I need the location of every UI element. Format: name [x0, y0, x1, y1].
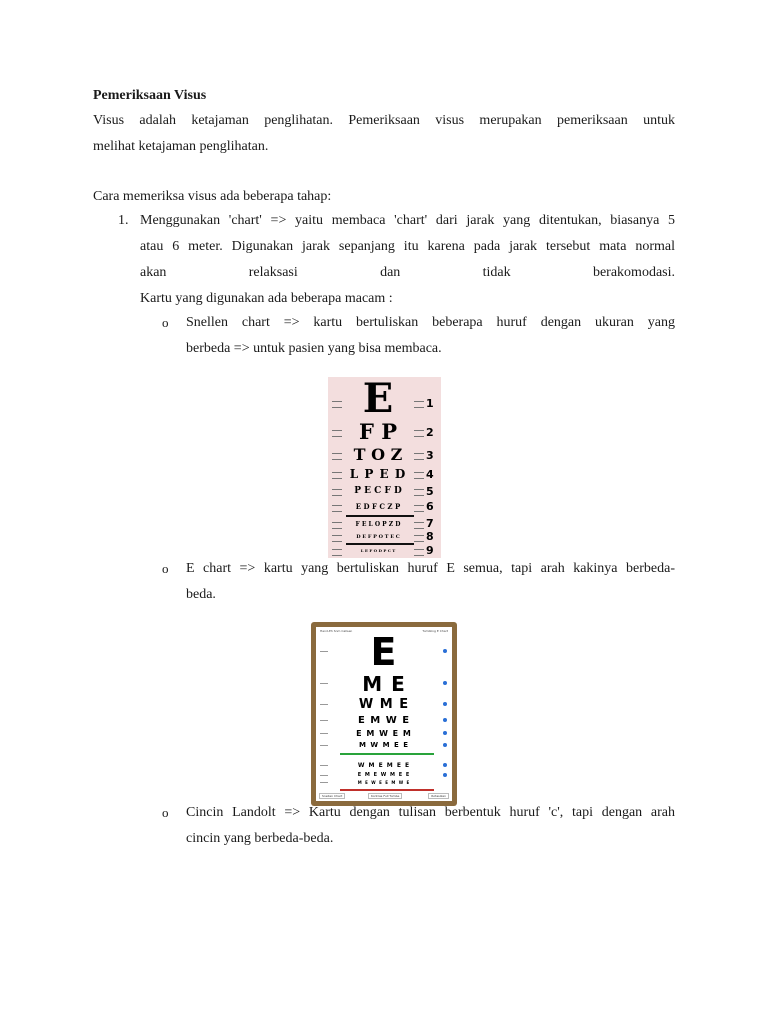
e-chart-header-right: Tumbling E Chart	[422, 629, 448, 633]
snellen-letters: E	[362, 377, 394, 422]
snellen-row	[328, 377, 441, 422]
intro-line-1: Visus adalah ketajaman penglihatan. Pemeriksaan visus merupakan pemeriksaan untuk	[93, 113, 675, 128]
e-chart-row-marker	[443, 718, 447, 722]
snellen-description	[186, 310, 675, 362]
snellen-line-number: 1	[426, 397, 434, 410]
snellen-letters: E D F C Z P	[355, 502, 401, 511]
snellen-row-label	[414, 549, 424, 556]
snellen-row	[328, 484, 441, 499]
intro-line-2: melihat ketajaman penglihatan.	[93, 139, 269, 154]
snellen-row	[328, 421, 441, 443]
document-heading: Pemeriksaan Visus	[93, 88, 207, 103]
e-chart-row-marker	[443, 743, 447, 747]
snellen-line-number: 2	[426, 426, 434, 439]
snellen-row-label	[414, 522, 424, 529]
e-chart-row: M W M E E	[359, 741, 409, 749]
snellen-row	[328, 518, 441, 531]
snellen-row	[328, 446, 441, 464]
snellen-row-label	[332, 472, 342, 479]
snellen-line-number: 9	[426, 544, 434, 557]
snellen-row-label	[332, 535, 342, 542]
card-line: Cincin Landolt => Kartu dengan tulisan berbentuk huruf 'c', tapi dengan arah	[186, 805, 675, 820]
e-chart-face	[316, 627, 452, 801]
snellen-line-number: 4	[426, 468, 434, 481]
snellen-letters: L E F O D P C T	[360, 548, 396, 553]
snellen-row	[328, 500, 441, 514]
snellen-line-number: 3	[426, 449, 434, 462]
snellen-row-label	[332, 522, 342, 529]
snellen-line-number: 6	[426, 500, 434, 513]
e-chart-footer-item: Snellen Chart	[319, 793, 345, 799]
snellen-letters: P E C F D	[354, 486, 402, 496]
snellen-row-label	[414, 505, 424, 512]
e-chart-row: E M W E M	[356, 729, 412, 738]
e-chart-row: W M E M E E	[357, 762, 411, 769]
snellen-letters: F E L O P Z D	[355, 521, 401, 528]
card-line: Snellen chart => kartu bertuliskan beberapa huruf dengan ukuran yang	[186, 315, 675, 330]
bullet-marker: o	[162, 805, 169, 820]
e-chart-row: M E	[362, 672, 406, 696]
snellen-chart-image	[328, 377, 441, 558]
e-chart-row-label	[320, 745, 328, 749]
snellen-letters: T O Z	[353, 445, 403, 464]
card-line: cincin yang berbeda-beda.	[186, 831, 334, 846]
e-chart-row-marker	[443, 649, 447, 653]
e-chart-row: E M E W M E E	[357, 772, 411, 778]
landolt-description	[186, 800, 675, 852]
snellen-row-label	[414, 401, 424, 408]
e-chart-row: W M E	[358, 697, 410, 712]
snellen-row-label	[414, 489, 424, 496]
e-chart-row-label	[320, 704, 328, 708]
snellen-row-label	[332, 549, 342, 556]
e-chart-row: E M W E	[357, 715, 411, 726]
e-chart-green-line	[340, 753, 434, 755]
steps-intro: Cara memeriksa visus ada beberapa tahap:	[93, 189, 332, 204]
snellen-row-label	[332, 430, 342, 437]
snellen-line-number: 8	[426, 530, 434, 543]
e-chart-footer-item: Rotasikan	[428, 793, 449, 799]
bullet-marker: o	[162, 561, 169, 576]
e-chart-row-label	[320, 775, 328, 779]
e-chart-image	[311, 622, 457, 806]
snellen-row-label	[414, 472, 424, 479]
snellen-row	[328, 466, 441, 482]
bullet-marker: o	[162, 315, 169, 330]
e-chart-row-marker	[443, 681, 447, 685]
step-1-line: akan relaksasi dan tidak berakomodasi.	[140, 265, 675, 280]
step-1-number: 1.	[118, 213, 129, 228]
card-line: beda.	[186, 587, 216, 602]
snellen-row-label	[414, 453, 424, 460]
e-chart-row-marker	[443, 731, 447, 735]
e-chart-row-marker	[443, 702, 447, 706]
intro-paragraph	[93, 108, 675, 160]
step-1-text	[140, 208, 675, 312]
snellen-letters: D E F P O T E C	[356, 534, 400, 540]
e-chart-red-line	[340, 789, 434, 791]
snellen-row-label	[332, 489, 342, 496]
e-chart-row-label	[320, 765, 328, 769]
snellen-row-label	[414, 535, 424, 542]
snellen-letters: F P	[358, 419, 397, 444]
e-chart-header-left: Hand-Eh Snm Callsen	[320, 629, 353, 633]
step-1-line: Kartu yang digunakan ada beberapa macam :	[140, 291, 393, 306]
snellen-divider-line	[346, 515, 414, 517]
snellen-row-label	[414, 430, 424, 437]
snellen-row	[328, 531, 441, 543]
e-chart-footer-item: Kontras Full Tumbe	[368, 793, 402, 799]
snellen-line-number: 5	[426, 485, 434, 498]
snellen-row-label	[332, 453, 342, 460]
snellen-row-label	[332, 401, 342, 408]
e-chart-row-label	[320, 733, 328, 737]
snellen-letters: L P E D	[349, 467, 407, 481]
snellen-row-label	[332, 505, 342, 512]
e-chart-description	[186, 556, 675, 608]
e-chart-row-label	[320, 683, 328, 687]
e-chart-row-marker	[443, 773, 447, 777]
card-line: E chart => kartu yang bertuliskan huruf E semua, tapi arah kakinya berbeda-	[186, 561, 675, 576]
e-chart-row: M E W E E M W E	[357, 780, 411, 785]
e-chart-row-label	[320, 720, 328, 724]
e-chart-row-label	[320, 651, 328, 655]
e-chart-row: E	[370, 630, 398, 674]
card-line: berbeda => untuk pasien yang bisa membaca.	[186, 341, 442, 356]
e-chart-row-label	[320, 782, 328, 786]
step-1-line: Menggunakan 'chart' => yaitu membaca 'chart' dari jarak yang ditentukan, biasanya 5	[140, 213, 675, 228]
snellen-line-number: 7	[426, 517, 434, 530]
e-chart-row-marker	[443, 763, 447, 767]
step-1-line: atau 6 meter. Digunakan jarak sepanjang itu karena pada jarak tersebut mata normal	[140, 239, 675, 254]
